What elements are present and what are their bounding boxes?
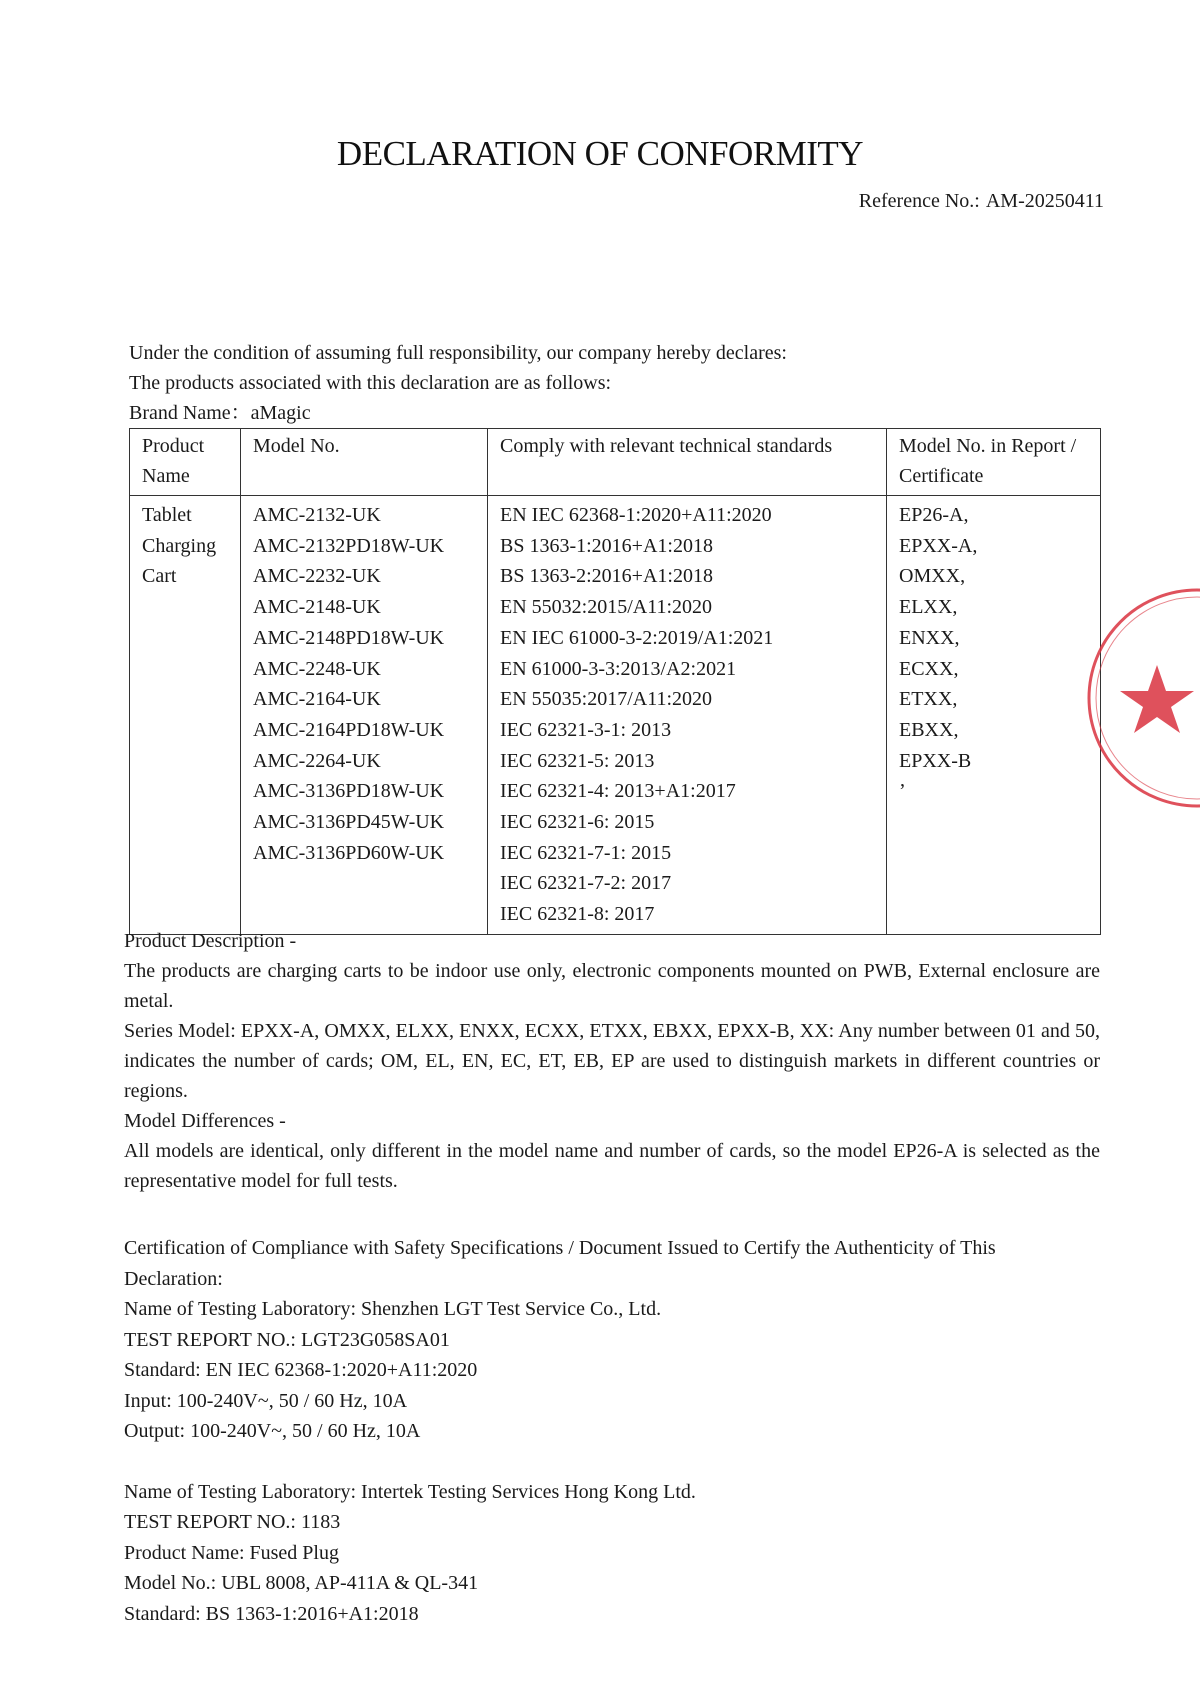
- description-section: [124, 926, 1100, 1196]
- header-model-no-label: Model No.: [253, 435, 340, 457]
- model-differences-text: All models are identical, only different in the model name and number of cards, so the model EP26-A is selected as the representative model for full tests.: [124, 1140, 1100, 1192]
- header-product-name-line-1: Product: [142, 435, 205, 457]
- report-model-item: EPXX-A,: [899, 534, 978, 557]
- standard-item: IEC 62321-8: 2017: [500, 903, 655, 926]
- standard-item: EN 61000-3-3:2013/A2:2021: [500, 657, 737, 680]
- model-item: AMC-3136PD18W-UK: [253, 780, 445, 803]
- standard-item: EN IEC 61000-3-2:2019/A1:2021: [500, 626, 774, 649]
- product-description-heading: Product Description -: [124, 930, 297, 952]
- header-report-model-line-1: Model No. in Report /: [899, 435, 1077, 457]
- intro-line-1: Under the condition of assuming full responsibility, our company hereby declares:: [129, 342, 787, 364]
- product-description-text: The products are charging carts to be indoor use only, electronic components mounted on PWB, External enclosure are metal.: [124, 960, 1100, 1012]
- standard-item: EN IEC 62368-1:2020+A11:2020: [500, 504, 772, 526]
- report-model-item: ’: [899, 780, 906, 803]
- header-report-model-line-2: Certificate: [899, 465, 984, 487]
- intro-section: [129, 338, 787, 428]
- table-row: [130, 496, 1101, 935]
- standard-item: IEC 62321-3-1: 2013: [500, 718, 672, 741]
- lab2-name: Name of Testing Laboratory: Intertek Testing Services Hong Kong Ltd.: [124, 1480, 696, 1503]
- standard-item: EN 55032:2015/A11:2020: [500, 596, 713, 619]
- lab1-standard: Standard: EN IEC 62368-1:2020+A11:2020: [124, 1359, 478, 1381]
- brand-name-line: Brand Name：aMagic: [129, 402, 311, 424]
- header-standards: [488, 429, 887, 496]
- standard-item: BS 1363-2:2016+A1:2018: [500, 565, 713, 588]
- intro-line-2: The products associated with this declaration are as follows:: [129, 372, 612, 394]
- model-list-cell: [241, 496, 488, 935]
- certification-heading-line-1: Certification of Compliance with Safety Specifications / Document Issued to Certify the Authenticity of This: [124, 1237, 996, 1259]
- report-model-item: ETXX,: [899, 688, 958, 711]
- lab2-model-no: Model No.: UBL 8008, AP-411A & QL-341: [124, 1572, 479, 1594]
- reference-number: [859, 190, 1104, 213]
- lab2-report-no: TEST REPORT NO.: 1183: [124, 1511, 341, 1533]
- series-model-text: Series Model: EPXX-A, OMXX, ELXX, ENXX, ECXX, ETXX, EBXX, EPXX-B, XX: Any number between 01 and 50, indicates the number of cards; OM, EL, EN, EC, ET, EB, EP are used to distinguish markets in different countries or regions.: [124, 1020, 1100, 1102]
- model-item: AMC-2164-UK: [253, 688, 381, 711]
- report-model-item: ELXX,: [899, 596, 958, 619]
- header-report-model: [887, 429, 1101, 496]
- model-item: AMC-2248-UK: [253, 657, 381, 680]
- reference-label: Reference No.:: [858, 190, 980, 212]
- lab1-name: Name of Testing Laboratory: Shenzhen LGT Test Service Co., Ltd.: [124, 1298, 662, 1320]
- model-item: AMC-2264-UK: [253, 749, 381, 772]
- model-item: AMC-2132PD18W-UK: [253, 534, 445, 557]
- certification-heading-line-2: Declaration:: [124, 1267, 223, 1290]
- lab1-report-no: TEST REPORT NO.: LGT23G058SA01: [124, 1328, 450, 1351]
- product-name-cell: [130, 496, 241, 935]
- header-product-name-line-2: Name: [142, 465, 190, 487]
- standard-item: EN 55035:2017/A11:2020: [500, 688, 713, 711]
- model-item: AMC-2164PD18W-UK: [253, 718, 445, 741]
- lab2-standard: Standard: BS 1363-1:2016+A1:2018: [124, 1602, 419, 1625]
- reference-value: AM-20250411: [985, 190, 1104, 212]
- lab1-input: Input: 100-240V~, 50 / 60 Hz, 10A: [124, 1389, 408, 1412]
- standards-list-cell: [488, 496, 887, 935]
- report-model-item: ENXX,: [899, 626, 960, 649]
- header-product-name: [130, 429, 241, 496]
- stamp-star-icon: [1120, 665, 1194, 733]
- header-model-no: [241, 429, 488, 496]
- product-name-line: Cart: [142, 565, 177, 588]
- table-header-row: [130, 429, 1101, 496]
- standard-item: IEC 62321-7-1: 2015: [500, 841, 672, 864]
- certification-section: [124, 1233, 1100, 1629]
- standard-item: IEC 62321-4: 2013+A1:2017: [500, 780, 736, 803]
- model-item: AMC-3136PD45W-UK: [253, 811, 445, 834]
- lab1-output: Output: 100-240V~, 50 / 60 Hz, 10A: [124, 1420, 421, 1442]
- model-item: AMC-2148PD18W-UK: [253, 626, 445, 649]
- standard-item: IEC 62321-5: 2013: [500, 749, 655, 772]
- model-item: AMC-2232-UK: [253, 565, 381, 588]
- standard-item: BS 1363-1:2016+A1:2018: [500, 534, 713, 557]
- product-name-line: Tablet: [142, 504, 192, 526]
- report-model-cell: [887, 496, 1101, 935]
- report-model-item: OMXX,: [899, 565, 966, 588]
- report-model-item: EP26-A,: [899, 504, 969, 526]
- header-standards-label: Comply with relevant technical standards: [500, 435, 833, 457]
- report-model-item: ECXX,: [899, 657, 959, 680]
- report-model-item: EBXX,: [899, 718, 959, 741]
- model-item: AMC-2148-UK: [253, 596, 381, 619]
- lab2-product-name: Product Name: Fused Plug: [124, 1541, 339, 1564]
- products-table: [129, 428, 1101, 935]
- report-model-item: EPXX-B: [899, 749, 972, 772]
- company-seal-stamp: [1082, 583, 1200, 813]
- standard-item: IEC 62321-6: 2015: [500, 811, 655, 834]
- model-differences-heading: Model Differences -: [124, 1110, 286, 1132]
- model-item: AMC-3136PD60W-UK: [253, 841, 445, 864]
- section-spacer: [124, 1447, 1100, 1477]
- product-name-line: Charging: [142, 534, 217, 557]
- document-title: DECLARATION OF CONFORMITY: [336, 134, 864, 173]
- model-item: AMC-2132-UK: [253, 504, 381, 526]
- standard-item: IEC 62321-7-2: 2017: [500, 872, 672, 895]
